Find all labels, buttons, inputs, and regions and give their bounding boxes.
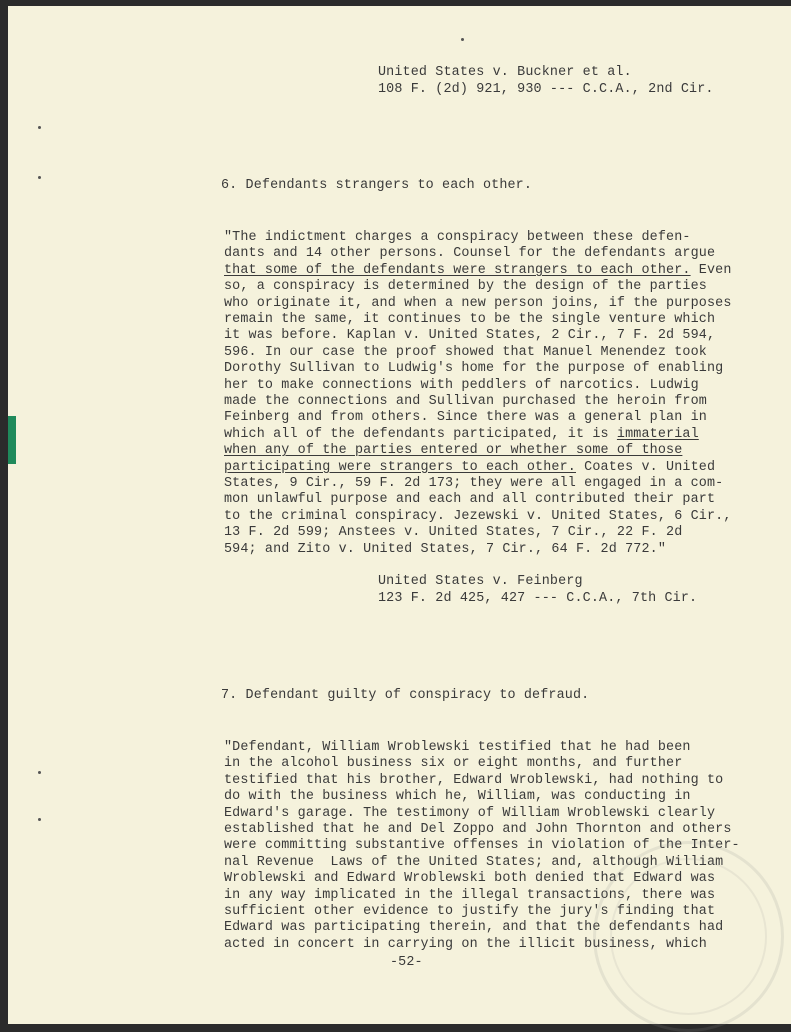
quote-line: 594; and Zito v. United States, 7 Cir., 64 F. 2d 772." bbox=[224, 541, 667, 557]
quote-line: do with the business which he, William, was conducting in bbox=[224, 789, 691, 805]
seal-inner-ring bbox=[610, 858, 767, 1015]
quote-line bbox=[224, 263, 732, 279]
quote-line: who originate it, and when a new person joins, if the purposes bbox=[224, 295, 732, 311]
quote-line: nal Revenue Laws of the United States; and, although William bbox=[224, 854, 724, 870]
binder-hole-mark bbox=[461, 38, 464, 41]
quote-line: Wroblewski and Edward Wroblewski both denied that Edward was bbox=[224, 871, 716, 887]
underlined-phrase: when any of the parties entered or whether some of those bbox=[224, 443, 683, 459]
quote-line: it was before. Kaplan v. United States, 2 Cir., 7 F. 2d 594, bbox=[224, 328, 716, 344]
quote-line: in the alcohol business six or eight months, and further bbox=[224, 756, 683, 772]
quote-line: established that he and Del Zoppo and John Thornton and others bbox=[224, 822, 732, 837]
quote-line: remain the same, it continues to be the single venture which bbox=[224, 312, 716, 327]
university-seal-watermark bbox=[593, 841, 784, 1032]
underlined-phrase: immaterial bbox=[616, 426, 699, 442]
quote-line: acted in concert in carrying on the illicit business, which bbox=[224, 936, 707, 952]
citation-case-name: United States v. Buckner et al. bbox=[378, 65, 632, 80]
page-number: -52- bbox=[390, 955, 423, 970]
quote-line: "Defendant, William Wroblewski testified that he had been bbox=[224, 740, 691, 755]
quote-line: mon unlawful purpose and each and all contributed their part bbox=[224, 492, 716, 508]
quote-line: sufficient other evidence to justify the jury's finding that bbox=[224, 904, 716, 919]
quote-line: "The indictment charges a conspiracy between these defen- bbox=[224, 230, 691, 245]
citation-reporter: 123 F. 2d 425, 427 --- C.C.A., 7th Cir. bbox=[378, 591, 698, 606]
section-6-heading: 6. Defendants strangers to each other. bbox=[221, 178, 533, 193]
quote-line: in any way implicated in the illegal transactions, there was bbox=[224, 887, 716, 903]
underlined-phrase: participating were strangers to each other. bbox=[224, 459, 576, 475]
quote-line: to the criminal conspiracy. Jezewski v. United States, 6 Cir., bbox=[224, 508, 732, 524]
underlined-phrase: that some of the defendants were strangers to each other. bbox=[224, 262, 691, 278]
citation-reporter: 108 F. (2d) 921, 930 --- C.C.A., 2nd Cir. bbox=[378, 82, 714, 97]
document-page bbox=[8, 6, 791, 1024]
quote-line: States, 9 Cir., 59 F. 2d 173; they were all engaged in a com- bbox=[224, 476, 724, 491]
quote-text: Even bbox=[690, 262, 732, 278]
quote-line: Edward was participating therein, and that the defendants had bbox=[224, 920, 724, 936]
section-7-heading: 7. Defendant guilty of conspiracy to defraud. bbox=[221, 688, 590, 703]
quote-line: were committing substantive offenses in violation of the Inter- bbox=[224, 838, 740, 854]
quote-line bbox=[224, 460, 715, 476]
quote-line: Edward's garage. The testimony of William Wroblewski clearly bbox=[224, 805, 716, 821]
quote-line: her to make connections with peddlers of narcotics. Ludwig bbox=[224, 377, 699, 393]
quote-text: which all of the defendants participated, it is bbox=[224, 426, 617, 442]
quote-text: Coates v. United bbox=[576, 459, 716, 475]
quote-line: 596. In our case the proof showed that Manuel Menendez took bbox=[224, 344, 707, 360]
quote-line: made the connections and Sullivan purchased the heroin from bbox=[224, 394, 707, 409]
quote-line: dants and 14 other persons. Counsel for the defendants argue bbox=[224, 246, 716, 262]
binder-hole-mark bbox=[38, 818, 41, 821]
quote-line: Dorothy Sullivan to Ludwig's home for the purpose of enabling bbox=[224, 361, 724, 377]
binder-hole-mark bbox=[38, 176, 41, 179]
quote-line: 13 F. 2d 599; Anstees v. United States, 7 Cir., 22 F. 2d bbox=[224, 525, 683, 541]
quote-line: Feinberg and from others. Since there was a general plan in bbox=[224, 410, 707, 426]
quote-line: so, a conspiracy is determined by the design of the parties bbox=[224, 279, 707, 295]
binder-hole-mark bbox=[38, 126, 41, 129]
green-tab-marker bbox=[8, 416, 16, 464]
quote-line: testified that his brother, Edward Wroblewski, had nothing to bbox=[224, 772, 724, 788]
quote-line bbox=[224, 427, 699, 443]
binder-hole-mark bbox=[38, 771, 41, 774]
citation-case-name: United States v. Feinberg bbox=[378, 574, 583, 589]
